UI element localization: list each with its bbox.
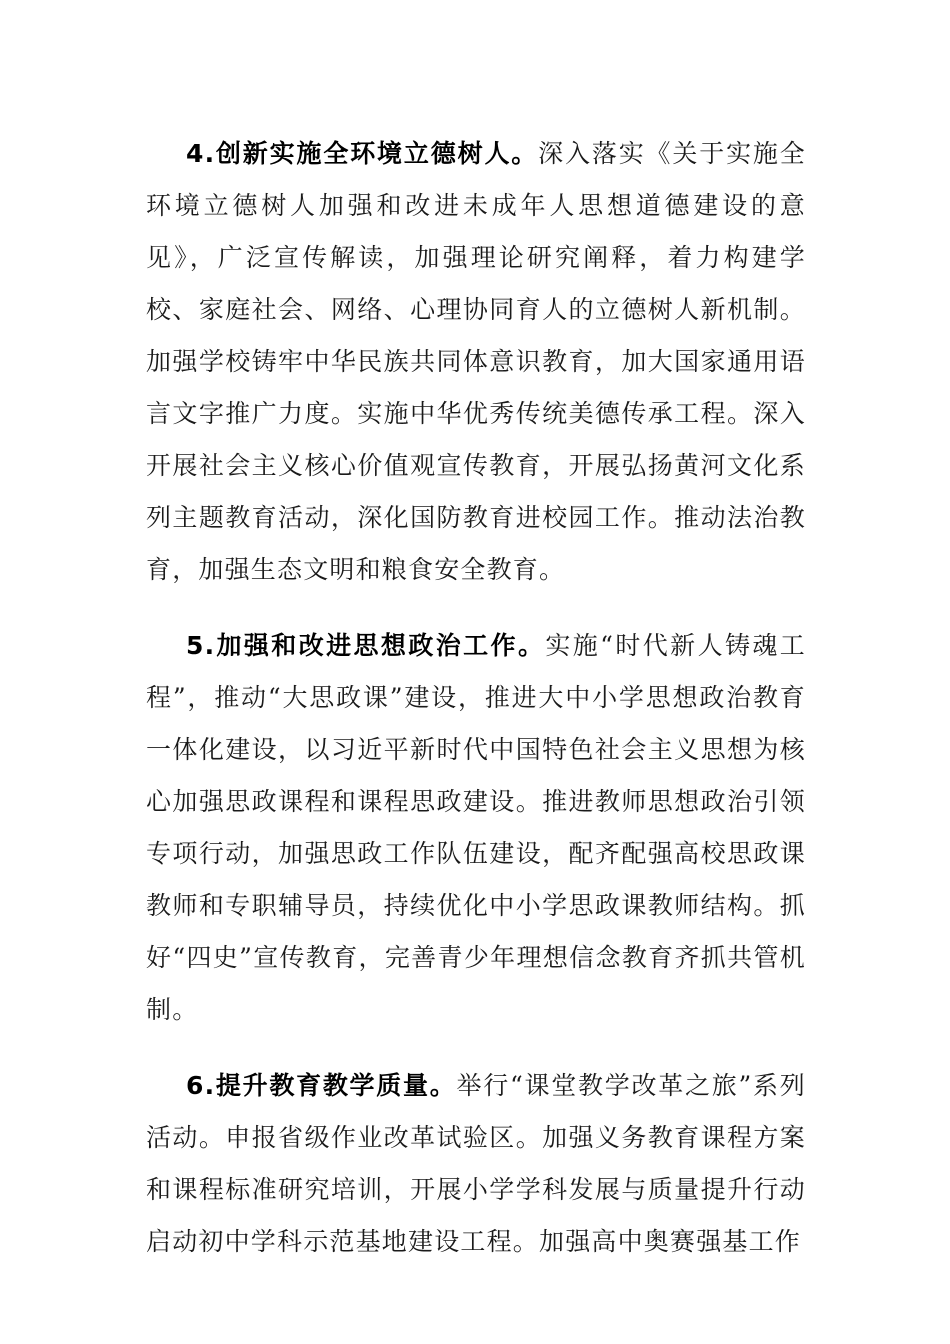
paragraph-5-text: 实施“时代新人铸魂工程”，推动“大思政课”建设，推进大中小学思想政治教育一体化建设，以习近平新时代中国特色社会主义思想为核心加强思政课程和课程思政建设。推进教师思想政治引领专项行动，加强思政工作队伍建设，配齐配强高校思政课教师和专职辅导员，持续优化中小学思政课教师结构。抓好“四史”宣传教育，完善青少年理想信念教育齐抓共管机制。 [146,631,806,1024]
paragraph-4 [146,128,806,596]
paragraph-6-number: 6. [186,1071,216,1100]
paragraph-5-number: 5. [186,631,216,660]
paragraph-6-text: 举行“课堂教学改革之旅”系列活动。申报省级作业改革试验区。加强义务教育课程方案和课程标准研究培训，开展小学学科发展与质量提升行动启动初中学科示范基地建设工程。加强高中奥赛强基工作 [146,1071,806,1256]
paragraph-4-title: 创新实施全环境立德树人。 [215,139,539,168]
paragraph-6 [146,1060,806,1268]
paragraph-5-heading [186,631,545,660]
paragraph-4-text: 深入落实《关于实施全环境立德树人加强和改进未成年人思想道德建设的意见》，广泛宣传解读，加强理论研究阐释，着力构建学校、家庭社会、网络、心理协同育人的立德树人新机制。加强学校铸牢中华民族共同体意识教育，加大国家通用语言文字推广力度。实施中华优秀传统美德传承工程。深入开展社会主义核心价值观宣传教育，开展弘扬黄河文化系列主题教育活动，深化国防教育进校园工作。推动法治教育，加强生态文明和粮食安全教育。 [146,139,806,584]
document-body [146,128,806,1292]
paragraph-6-heading [186,1071,457,1100]
paragraph-5 [146,620,806,1036]
paragraph-5-title: 加强和改进思想政治工作。 [215,631,546,660]
paragraph-6-title: 提升教育教学质量。 [215,1071,457,1100]
paragraph-4-number: 4. [186,139,216,168]
paragraph-4-heading [186,139,538,168]
